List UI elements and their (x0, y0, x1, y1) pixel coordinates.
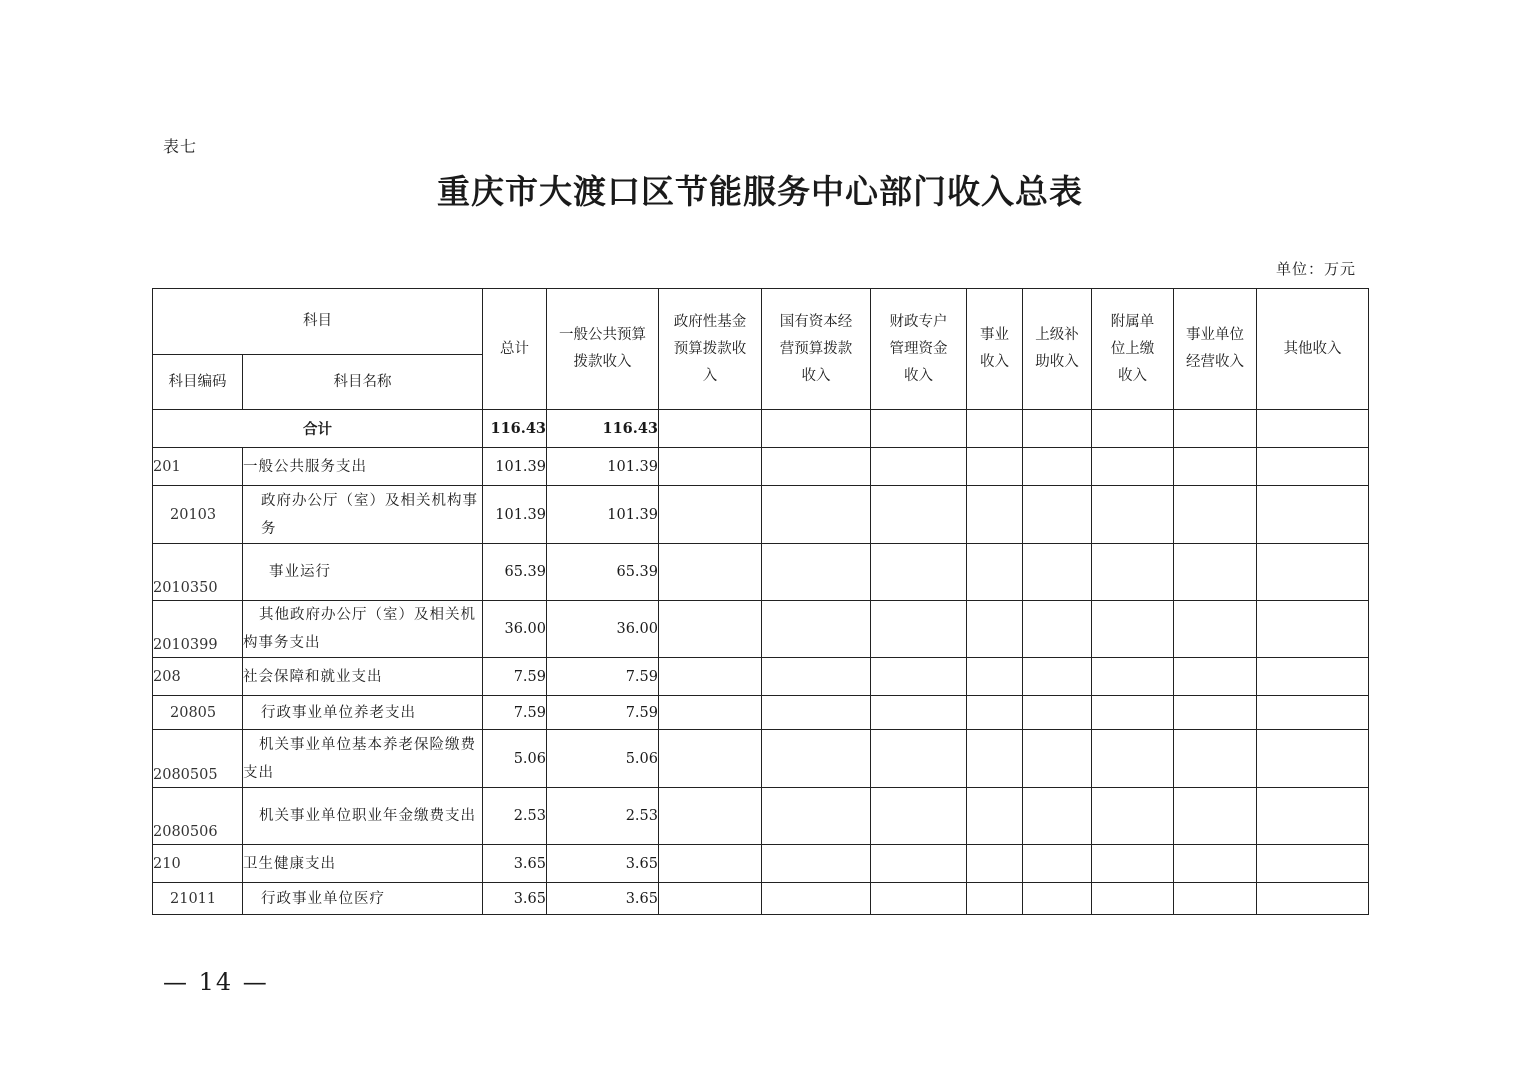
table-row (153, 544, 1369, 601)
row-name: 行政事业单位医疗 (243, 883, 483, 915)
unit-label: 单位：万元 (1275, 260, 1356, 278)
row-code: 2080505 (153, 730, 243, 788)
row-general-budget: 5.06 (547, 730, 659, 788)
table-label: 表七 (163, 137, 198, 156)
row-total: 101.39 (483, 448, 547, 486)
row-name: 一般公共服务支出 (243, 448, 483, 486)
header-business: 事业收入 (967, 289, 1023, 410)
header-superior-subsidy: 上级补助收入 (1023, 289, 1092, 410)
row-total: 2.53 (483, 788, 547, 845)
total-general-budget: 116.43 (547, 410, 659, 448)
row-total: 3.65 (483, 845, 547, 883)
row-name: 机关事业单位基本养老保险缴费支出 (243, 730, 483, 788)
row-total: 101.39 (483, 486, 547, 544)
row-code: 20103 (153, 486, 243, 544)
header-subject-code: 科目编码 (153, 355, 243, 410)
row-general-budget: 2.53 (547, 788, 659, 845)
table-row (153, 883, 1369, 915)
header-affiliated: 附属单位上缴收入 (1092, 289, 1174, 410)
table-row (153, 730, 1369, 788)
row-name: 事业运行 (243, 544, 483, 601)
row-name: 行政事业单位养老支出 (243, 696, 483, 730)
header-fiscal-special: 财政专户管理资金收入 (871, 289, 967, 410)
row-code: 20805 (153, 696, 243, 730)
table-row (153, 788, 1369, 845)
row-name: 卫生健康支出 (243, 845, 483, 883)
row-code: 208 (153, 658, 243, 696)
row-total: 65.39 (483, 544, 547, 601)
row-general-budget: 3.65 (547, 845, 659, 883)
row-name: 政府办公厅（室）及相关机构事务 (243, 486, 483, 544)
header-subject: 科目 (153, 289, 483, 355)
table-row (153, 696, 1369, 730)
table-row (153, 486, 1369, 544)
row-general-budget: 7.59 (547, 658, 659, 696)
row-code: 2010350 (153, 544, 243, 601)
page-title: 重庆市大渡口区节能服务中心部门收入总表 (437, 172, 1083, 211)
row-name: 其他政府办公厅（室）及相关机构事务支出 (243, 601, 483, 658)
row-code: 2080506 (153, 788, 243, 845)
total-label: 合计 (153, 410, 483, 448)
row-general-budget: 65.39 (547, 544, 659, 601)
row-general-budget: 7.59 (547, 696, 659, 730)
header-operating: 事业单位经营收入 (1174, 289, 1257, 410)
row-code: 210 (153, 845, 243, 883)
row-total: 7.59 (483, 696, 547, 730)
header-general-budget: 一般公共预算拨款收入 (547, 289, 659, 410)
header-subject-name: 科目名称 (243, 355, 483, 410)
header-state-capital: 国有资本经营预算拨款收入 (762, 289, 871, 410)
row-general-budget: 3.65 (547, 883, 659, 915)
header-other: 其他收入 (1257, 289, 1369, 410)
header-total: 总计 (483, 289, 547, 410)
row-general-budget: 36.00 (547, 601, 659, 658)
table-row (153, 601, 1369, 658)
row-total: 7.59 (483, 658, 547, 696)
table-row (153, 658, 1369, 696)
page-number: — 14 — (163, 968, 269, 996)
row-code: 2010399 (153, 601, 243, 658)
row-code: 21011 (153, 883, 243, 915)
row-code: 201 (153, 448, 243, 486)
row-general-budget: 101.39 (547, 448, 659, 486)
row-general-budget: 101.39 (547, 486, 659, 544)
header-gov-fund: 政府性基金预算拨款收入 (659, 289, 762, 410)
table-row (153, 448, 1369, 486)
row-total: 36.00 (483, 601, 547, 658)
row-name: 机关事业单位职业年金缴费支出 (243, 788, 483, 845)
income-table (152, 288, 1369, 915)
total-row (153, 410, 1369, 448)
row-name: 社会保障和就业支出 (243, 658, 483, 696)
row-total: 5.06 (483, 730, 547, 788)
total-total: 116.43 (483, 410, 547, 448)
table-row (153, 845, 1369, 883)
row-total: 3.65 (483, 883, 547, 915)
